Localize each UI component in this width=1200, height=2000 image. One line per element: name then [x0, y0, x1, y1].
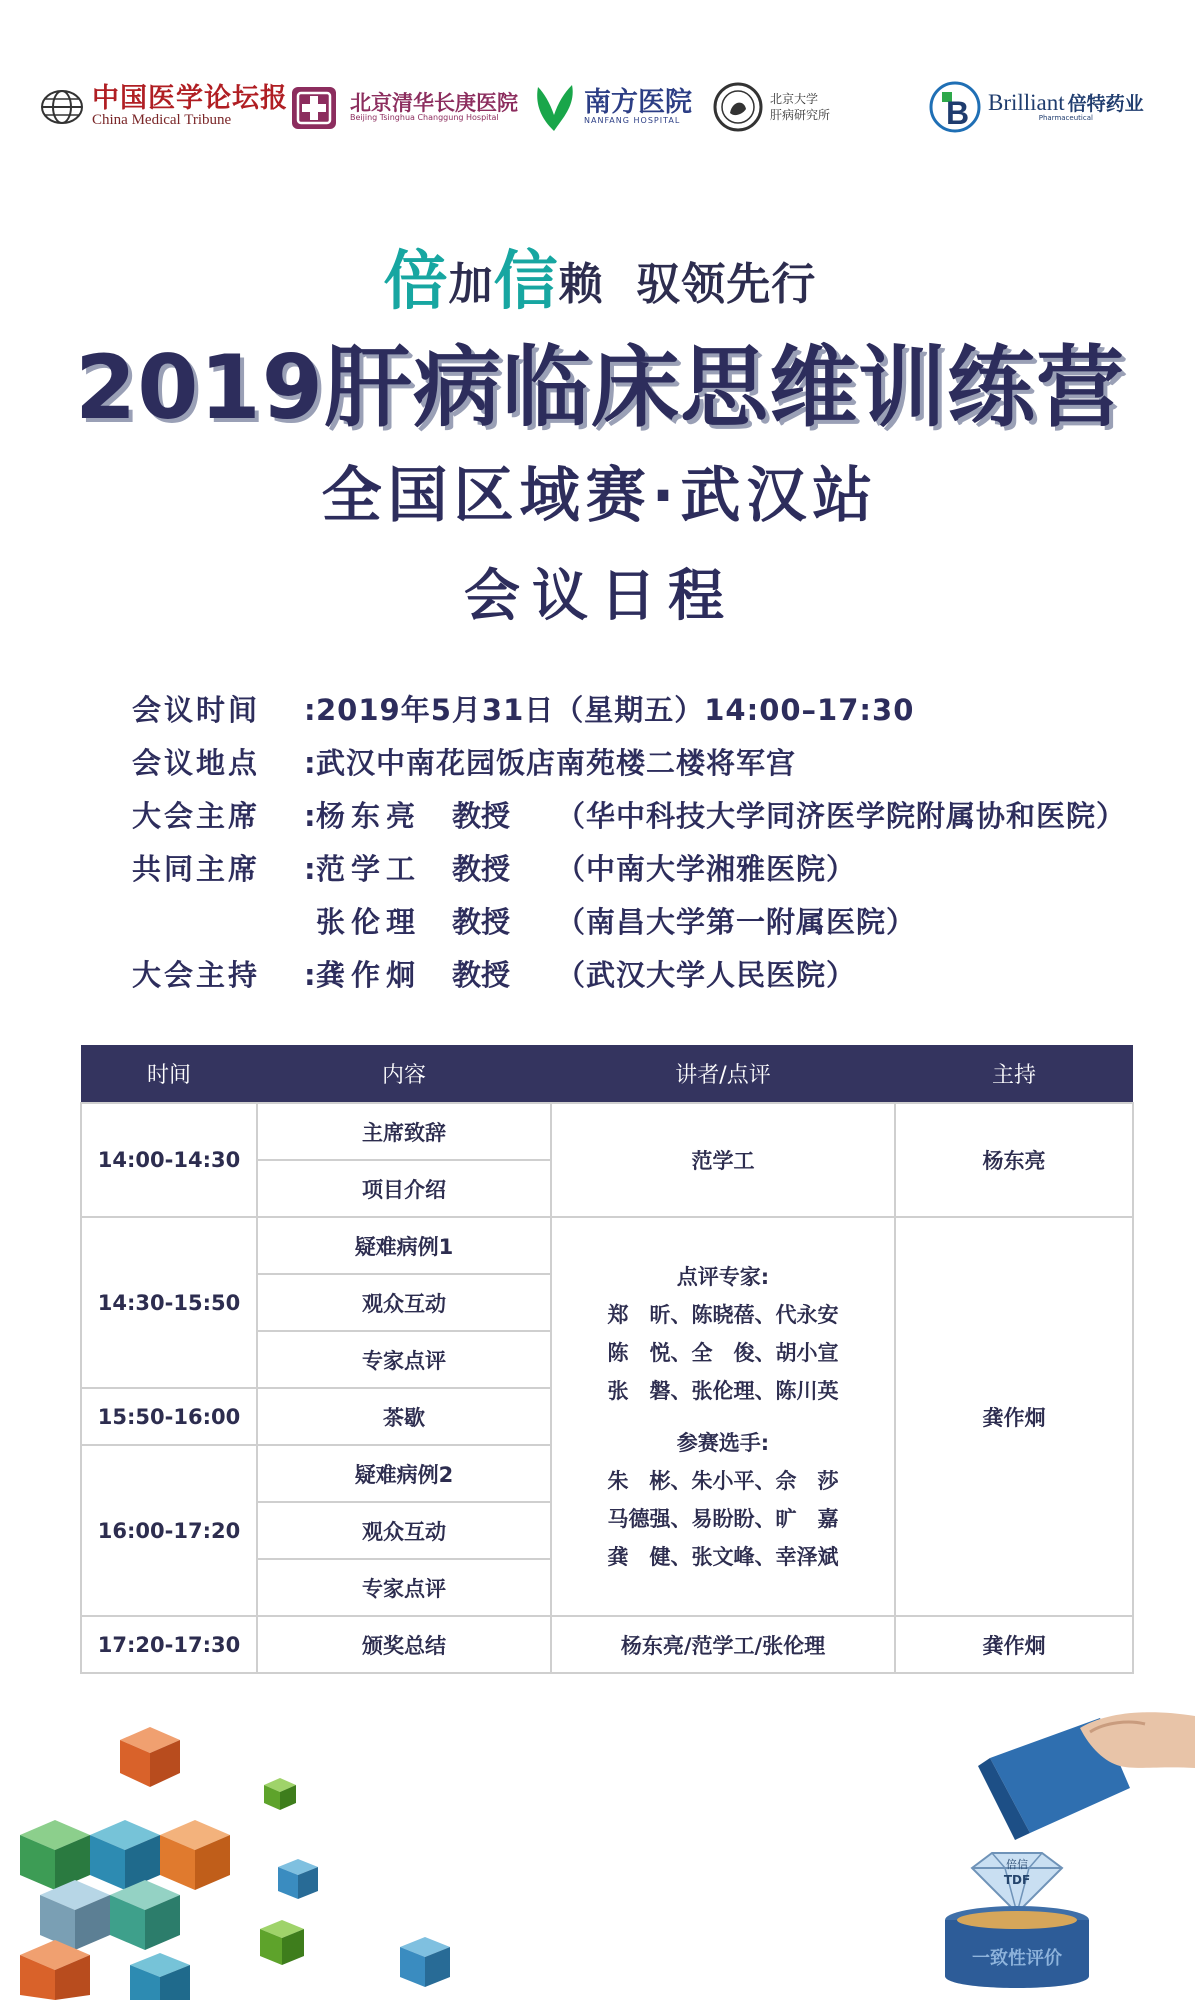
info-key: 共同主席 — [132, 852, 261, 886]
pku-line1: 北京大学 — [770, 91, 819, 106]
table-row — [81, 1217, 1133, 1274]
info-key: 大会主持 — [132, 958, 261, 992]
badge-line1: 倍信 — [1006, 1858, 1028, 1871]
speaker-cell: 杨东亮/范学工/张伦理 — [551, 1616, 895, 1673]
seal-icon — [712, 81, 764, 133]
time-cell: 15:50-16:00 — [81, 1388, 257, 1445]
slogan-rest: 驭领先行 — [636, 259, 817, 310]
person-name: 龚作炯 — [316, 958, 422, 992]
slogan-char-bei: 倍 — [383, 245, 449, 319]
hospital-cross-icon — [288, 79, 344, 135]
expert-name: 张 磐 — [607, 1378, 671, 1403]
jar-text: 一致性评价 — [972, 1948, 1062, 1969]
speaker-cell: 范学工 — [551, 1103, 895, 1217]
content-cell: 主席致辞 — [257, 1103, 551, 1160]
info-value: 2019年5月31日（星期五）14:00–17:30 — [316, 693, 915, 727]
table-row — [81, 1616, 1133, 1673]
cube-icon — [20, 1940, 90, 2000]
players-row: 龚 健 、 张文峰 、 幸泽斌 — [552, 1538, 894, 1576]
brilliant-b-icon — [928, 80, 982, 134]
time-cell: 17:20-17:30 — [81, 1616, 257, 1673]
china-medical-tribune-logo — [38, 72, 288, 142]
experts-row: 郑 昕 、 陈晓蓓 、 代永安 — [552, 1296, 894, 1334]
experts-label: 点评专家: — [676, 1264, 770, 1289]
cube-icon — [400, 1937, 450, 1987]
person-title: 教授 — [452, 852, 511, 886]
players-label: 参赛选手: — [676, 1430, 770, 1455]
svg-text:B: B — [946, 95, 970, 131]
cube-icon — [110, 1880, 180, 1950]
player-name: 朱 彬 — [607, 1468, 671, 1493]
expert-name: 胡小宣 — [775, 1340, 839, 1365]
cube-icon — [278, 1859, 318, 1899]
meeting-info — [132, 684, 1132, 1002]
bth-name-zh: 北京清华长庚医院 — [350, 89, 518, 115]
person-title: 教授 — [452, 958, 511, 992]
jar-icon — [945, 1906, 1089, 1988]
person-org: （南昌大学第一附属医院） — [556, 905, 917, 939]
content-cell: 专家点评 — [257, 1331, 551, 1388]
cube-icon — [90, 1820, 160, 1890]
cube-icon — [120, 1727, 180, 1787]
experts-row: 陈 悦 、 全 俊 、 胡小宣 — [552, 1334, 894, 1372]
players-row: 朱 彬 、 朱小平 、 佘 莎 — [552, 1462, 894, 1500]
slogan-char-xin: 信 — [493, 245, 559, 319]
player-name: 幸泽斌 — [775, 1544, 839, 1569]
brilliant-name-zh: 倍特药业 — [1067, 93, 1144, 116]
sub-title: 全国区域赛·武汉站 — [321, 461, 879, 531]
cube-icon — [160, 1820, 230, 1890]
experts-group — [552, 1258, 894, 1410]
content-cell: 观众互动 — [257, 1502, 551, 1559]
content-cell: 专家点评 — [257, 1559, 551, 1616]
globe-icon — [38, 87, 86, 127]
player-name: 佘 莎 — [775, 1468, 839, 1493]
slogan-char-lai: 赖 — [558, 259, 604, 310]
person-name: 张伦理 — [316, 905, 422, 939]
product-decoration — [930, 1708, 1200, 2000]
expert-name: 陈川英 — [775, 1378, 839, 1403]
header-host: 主持 — [895, 1045, 1133, 1103]
cmt-name-zh: 中国医学论坛报 — [92, 82, 288, 114]
info-key: 大会主席 — [132, 799, 261, 833]
speaker-cell-experts-players — [551, 1217, 895, 1616]
host-cell: 龚作炯 — [895, 1217, 1133, 1616]
medical-cubes-decoration — [0, 1715, 520, 2000]
cube-icon — [264, 1778, 296, 1810]
info-key: 会议时间 — [132, 693, 261, 727]
person-title: 教授 — [452, 905, 511, 939]
pku-line2: 肝病研究所 — [770, 108, 831, 122]
content-cell: 茶歇 — [257, 1388, 551, 1445]
expert-name: 张伦理 — [691, 1378, 755, 1403]
person-title: 教授 — [452, 799, 511, 833]
person-org: （华中科技大学同济医学院附属协和医院） — [556, 799, 1127, 833]
expert-name: 代永安 — [775, 1302, 839, 1327]
slogan — [0, 230, 1200, 322]
nfh-name-zh: 南方医院 — [584, 86, 692, 118]
info-row-moderator: 大会主持 : 龚作炯 教授 （武汉大学人民医院） — [132, 949, 1132, 1002]
players-row: 马德强 、 易盼盼 、 旷 嘉 — [552, 1500, 894, 1538]
content-cell: 疑难病例1 — [257, 1217, 551, 1274]
info-key: 会议地点 — [132, 746, 261, 780]
expert-name: 郑 昕 — [607, 1302, 671, 1327]
content-cell: 疑难病例2 — [257, 1445, 551, 1502]
header-content: 内容 — [257, 1045, 551, 1103]
content-cell: 颁奖总结 — [257, 1616, 551, 1673]
host-cell: 龚作炯 — [895, 1616, 1133, 1673]
content-cell: 项目介绍 — [257, 1160, 551, 1217]
info-row-time: 会议时间 : 2019年5月31日（星期五）14:00–17:30 — [132, 684, 1132, 737]
expert-name: 陈 悦 — [607, 1340, 671, 1365]
player-name: 旷 嘉 — [775, 1506, 839, 1531]
tsinghua-changgung-logo — [288, 72, 518, 142]
cube-icon — [20, 1820, 90, 1890]
player-name: 张文峰 — [691, 1544, 755, 1569]
slogan-char-jia: 加 — [448, 259, 494, 310]
info-key — [132, 896, 304, 949]
person-org: （中南大学湘雅医院） — [556, 852, 857, 886]
players-group — [552, 1424, 894, 1576]
heart-leaf-icon — [532, 79, 578, 135]
brilliant-sub: Pharmaceutical — [1038, 114, 1093, 123]
brilliant-pharma-logo — [928, 72, 1144, 142]
player-name: 马德强 — [607, 1506, 671, 1531]
bth-name-en: Beijing Tsinghua Changgung Hospital — [350, 112, 499, 122]
host-cell: 杨东亮 — [895, 1103, 1133, 1217]
diamond-icon — [972, 1853, 1062, 1913]
badge-line2: TDF — [1003, 1873, 1031, 1887]
time-cell: 14:30-15:50 — [81, 1217, 257, 1388]
main-title: 2019肝病临床思维训练营 — [75, 336, 1125, 439]
cube-icon — [130, 1953, 190, 2000]
player-name: 易盼盼 — [691, 1506, 755, 1531]
info-row-cochair-1: 共同主席 : 范学工 教授 （中南大学湘雅医院） — [132, 843, 1132, 896]
time-cell: 16:00-17:20 — [81, 1445, 257, 1616]
info-value: 武汉中南花园饭店南苑楼二楼将军宫 — [316, 746, 797, 780]
cube-icon — [260, 1920, 304, 1965]
person-org: （武汉大学人民医院） — [556, 958, 857, 992]
person-name: 范学工 — [316, 852, 422, 886]
schedule-table — [80, 1045, 1134, 1674]
expert-name: 陈晓蓓 — [691, 1302, 755, 1327]
hand-with-lid-icon — [978, 1712, 1195, 1840]
table-header-row — [81, 1045, 1133, 1103]
brilliant-name-en: Brilliant — [988, 90, 1065, 116]
cmt-name-en: China Medical Tribune — [92, 112, 232, 129]
logo-strip — [30, 72, 1170, 142]
header-time: 时间 — [81, 1045, 257, 1103]
experts-row: 张 磐 、 张伦理 、 陈川英 — [552, 1372, 894, 1410]
nanfang-hospital-logo — [532, 72, 692, 142]
expert-name: 全 俊 — [691, 1340, 755, 1365]
agenda-title: 会议日程 — [464, 564, 736, 629]
info-row-venue: 会议地点 : 武汉中南花园饭店南苑楼二楼将军宫 — [132, 737, 1132, 790]
time-cell: 14:00-14:30 — [81, 1103, 257, 1217]
content-cell: 观众互动 — [257, 1274, 551, 1331]
nfh-name-en: NANFANG HOSPITAL — [584, 115, 681, 125]
cube-icon — [40, 1880, 110, 1950]
person-name: 杨东亮 — [316, 799, 422, 833]
info-row-chair: 大会主席 : 杨东亮 教授 （华中科技大学同济医学院附属协和医院） — [132, 790, 1132, 843]
table-row — [81, 1103, 1133, 1160]
header-speaker: 讲者/点评 — [551, 1045, 895, 1103]
info-row-cochair-2 — [132, 896, 1132, 949]
player-name: 龚 健 — [607, 1544, 671, 1569]
player-name: 朱小平 — [691, 1468, 755, 1493]
pku-liver-institute-logo — [712, 72, 830, 142]
